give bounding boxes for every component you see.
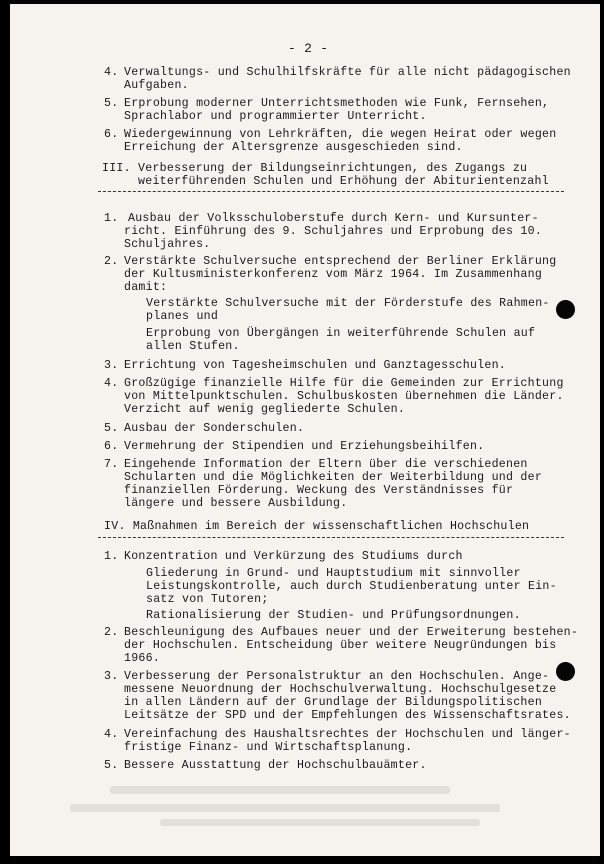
list-item-text: finanziellen Förderung. Weckung des Verständnisses für — [124, 484, 514, 497]
list-item-number: 6. — [104, 128, 119, 141]
bleed-through-mark — [160, 819, 480, 826]
section-heading: III. Verbesserung der Bildungseinrichtungen, des Zugangs zu — [102, 162, 528, 175]
list-item-text: Leitsätze der SPD und der Empfehlungen des Wissenschaftsrates. — [124, 709, 571, 722]
list-item-text: richt. Einführung des 9. Schuljahres und Erprobung des 10. — [124, 225, 543, 238]
list-item-number: 4. — [104, 66, 119, 79]
section-heading: IV. Maßnahmen im Bereich der wissenschaftlichen Hochschulen — [104, 520, 530, 533]
sub-item-text: allen Stufen. — [146, 340, 240, 353]
bleed-through-mark — [70, 804, 500, 812]
list-item-text: längere und bessere Ausbildung. — [124, 497, 348, 510]
list-item-number: 4. — [104, 377, 119, 390]
list-item-number: 7. — [104, 458, 119, 471]
list-item-number: 5. — [104, 422, 119, 435]
list-item-text: Konzentration und Verkürzung des Studiums durch — [124, 550, 463, 563]
list-item-text: Großzügige finanzielle Hilfe für die Gemeinden zur Errichtung — [124, 377, 564, 390]
list-item-text: Sprachlabor und programmierter Unterricht. — [124, 110, 427, 123]
list-item-number: 4. — [104, 728, 119, 741]
document-page — [10, 4, 600, 856]
list-item-text: Verwaltungs- und Schulhilfskräfte für alle nicht pädagogischen — [124, 66, 571, 79]
list-item-text: Errichtung von Tagesheimschulen und Ganztagesschulen. — [124, 359, 506, 372]
sub-item-text: Erprobung von Übergängen in weiterführende Schulen auf — [146, 327, 536, 340]
list-item-text: Verzicht auf wenig gegliederte Schulen. — [124, 403, 406, 416]
sub-item-text: planes und — [146, 310, 219, 323]
list-item-text: der Kultusministerkonferenz vom März 1964. Im Zusammenhang — [124, 268, 543, 281]
list-item-text: fristige Finanz- und Wirtschaftsplanung. — [124, 741, 413, 754]
bleed-through-mark — [110, 786, 450, 794]
list-item-text: Ausbau der Sonderschulen. — [124, 422, 305, 435]
list-item-number: 5. — [104, 759, 119, 772]
sub-item-text: Gliederung in Grund- und Hauptstudium mit sinnvoller — [146, 567, 521, 580]
list-item-text: Erreichung der Altersgrenze ausgeschieden sind. — [124, 141, 463, 154]
list-item-text: in allen Ländern auf der Grundlage der Bildungspolitischen — [124, 696, 543, 709]
list-item-text: Schuljahres. — [124, 238, 211, 251]
sub-item-text: Rationalisierung der Studien- und Prüfungsordnungen. — [146, 609, 521, 622]
list-item-number: 3. — [104, 670, 119, 683]
heading-underline — [98, 191, 564, 192]
list-item-number: 6. — [104, 440, 119, 453]
list-item-text: Vereinfachung des Haushaltsrechtes der Hochschulen und länger- — [124, 728, 571, 741]
list-item-number: 2. — [104, 255, 119, 268]
list-item-number: 5. — [104, 97, 119, 110]
sub-item-text: Verstärkte Schulversuche mit der Förderstufe des Rahmen- — [146, 297, 550, 310]
list-item-text: Aufgaben. — [124, 79, 189, 92]
list-item-text: Eingehende Information der Eltern über die verschiedenen — [124, 458, 528, 471]
list-item-text: Beschleunigung des Aufbaues neuer und der Erweiterung bestehen- — [124, 626, 579, 639]
list-item-number: 3. — [104, 359, 119, 372]
list-item-text: damit: — [124, 281, 168, 294]
page-number: - 2 - — [288, 41, 329, 56]
sub-item-text: satz von Tutoren; — [146, 593, 269, 606]
list-item-text: Erprobung moderner Unterrichtsmethoden wie Funk, Fernsehen, — [124, 97, 550, 110]
list-item-text: Schularten und die Möglichkeiten der Weiterbildung und der — [124, 471, 543, 484]
list-item-number: 1. — [104, 212, 119, 225]
list-item-text: Wiedergewinnung von Lehrkräften, die wegen Heirat oder wegen — [124, 128, 557, 141]
list-item-text: 1966. — [124, 652, 161, 665]
punch-hole-icon — [556, 300, 575, 319]
list-item-text: Bessere Ausstattung der Hochschulbauämter. — [124, 759, 427, 772]
list-item-number: 1. — [104, 550, 119, 563]
list-item-text: Vermehrung der Stipendien und Erziehungsbeihilfen. — [124, 440, 485, 453]
list-item-text: messene Neuordnung der Hochschulverwaltung. Hochschulgesetze — [124, 683, 557, 696]
list-item-text: Verstärkte Schulversuche entsprechend der Berliner Erklärung — [124, 255, 557, 268]
sub-item-text: Leistungskontrolle, auch durch Studienberatung unter Ein- — [146, 580, 557, 593]
heading-underline — [98, 537, 564, 538]
section-heading: weiterführenden Schulen und Erhöhung der Abiturientenzahl — [102, 175, 549, 188]
list-item-text: von Mittelpunktschulen. Schulbuskosten übernehmen die Länder. — [124, 390, 564, 403]
punch-hole-icon — [556, 662, 575, 681]
list-item-text: Ausbau der Volksschuloberstufe durch Kern- und Kursunter- — [128, 212, 539, 225]
list-item-number: 2. — [104, 626, 119, 639]
list-item-text: Verbesserung der Personalstruktur an den Hochschulen. Ange- — [124, 670, 550, 683]
list-item-text: der Hochschulen. Entscheidung über weitere Neugründungen bis — [124, 639, 557, 652]
